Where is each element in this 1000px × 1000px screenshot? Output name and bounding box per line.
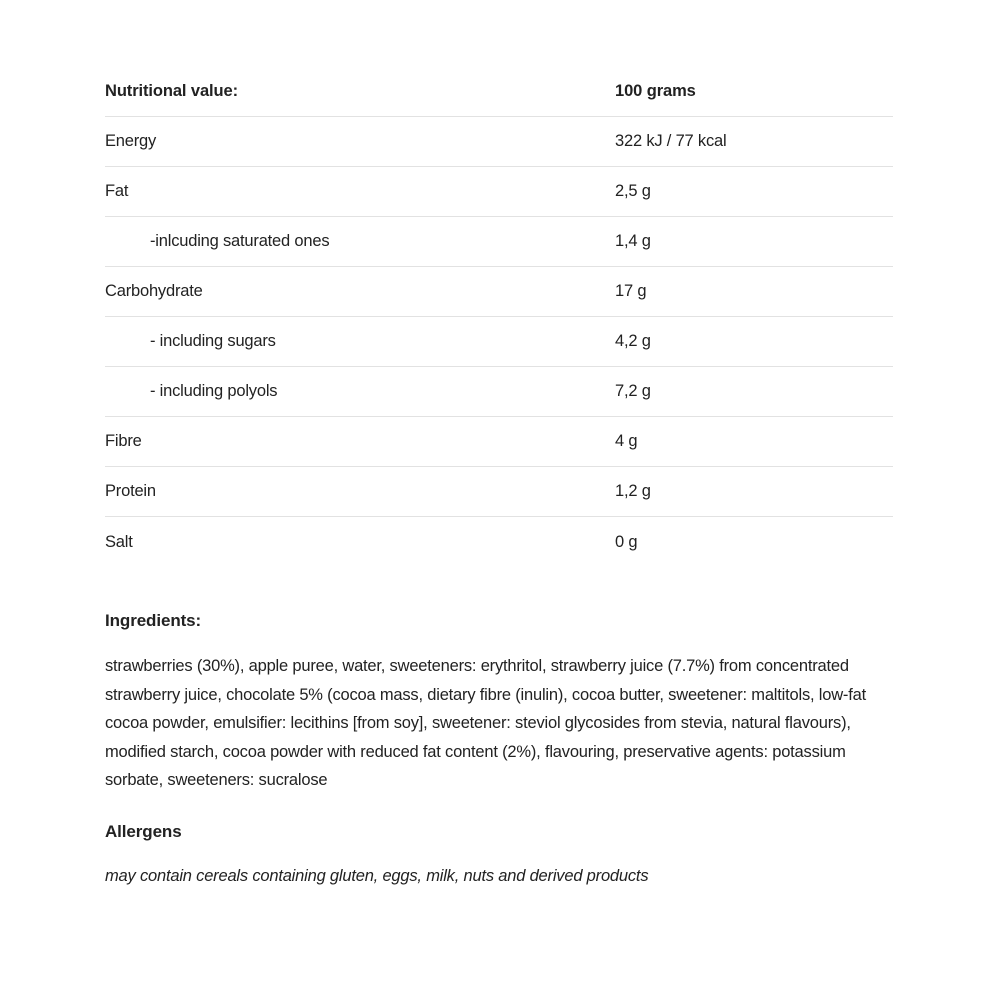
- row-label: Carbohydrate: [105, 282, 203, 300]
- row-value: 4 g: [615, 432, 638, 450]
- row-label: Energy: [105, 132, 157, 150]
- row-value: 1,2 g: [615, 482, 651, 500]
- row-value: 1,4 g: [615, 232, 651, 250]
- row-value: 7,2 g: [615, 382, 651, 400]
- row-value: 4,2 g: [615, 332, 651, 350]
- nutrition-table: [105, 67, 893, 567]
- row-label: Protein: [105, 482, 156, 500]
- ingredients-text: strawberries (30%), apple puree, water, sweeteners: erythritol, strawberry juice (7.7%) from concentrated strawberry juice, chocolate 5% (cocoa mass, dietary fibre (inulin), cocoa butter, sweetener: maltitols, low-fat cocoa powder, emulsifier: lecithins [from soy], sweetener: steviol glycosides from stevia, natural flavours), modified starch, cocoa powder with reduced fat content (2%), flavouring, preservative agents: potassium sorbate, sweeteners: sucralose: [105, 657, 866, 790]
- row-value: 0 g: [615, 532, 638, 551]
- nutrition-table-header: [105, 67, 893, 117]
- table-row-energy: [105, 117, 893, 167]
- allergens-text: may contain cereals containing gluten, eggs, milk, nuts and derived products: [105, 866, 649, 885]
- table-row-salt: [105, 517, 893, 567]
- table-row-saturated-fat: [105, 217, 893, 267]
- row-label: -inlcuding saturated ones: [150, 232, 330, 250]
- table-row-sugars: [105, 317, 893, 367]
- nutrition-header-label: Nutritional value:: [105, 82, 238, 100]
- table-row-carbohydrate: [105, 267, 893, 317]
- table-row-fibre: [105, 417, 893, 467]
- table-row-fat: [105, 167, 893, 217]
- table-row-protein: [105, 467, 893, 517]
- allergens-heading: Allergens: [105, 821, 182, 841]
- nutrition-header-value: 100 grams: [615, 82, 696, 100]
- row-value: 2,5 g: [615, 182, 651, 200]
- row-label: Fat: [105, 182, 129, 200]
- row-label: - including sugars: [150, 332, 276, 350]
- row-value: 322 kJ / 77 kcal: [615, 132, 727, 150]
- row-value: 17 g: [615, 282, 647, 300]
- row-label: Fibre: [105, 432, 142, 450]
- row-label: Salt: [105, 532, 133, 551]
- ingredients-heading: Ingredients:: [105, 611, 202, 630]
- row-label: - including polyols: [150, 382, 278, 400]
- table-row-polyols: [105, 367, 893, 417]
- content-area: [105, 0, 893, 886]
